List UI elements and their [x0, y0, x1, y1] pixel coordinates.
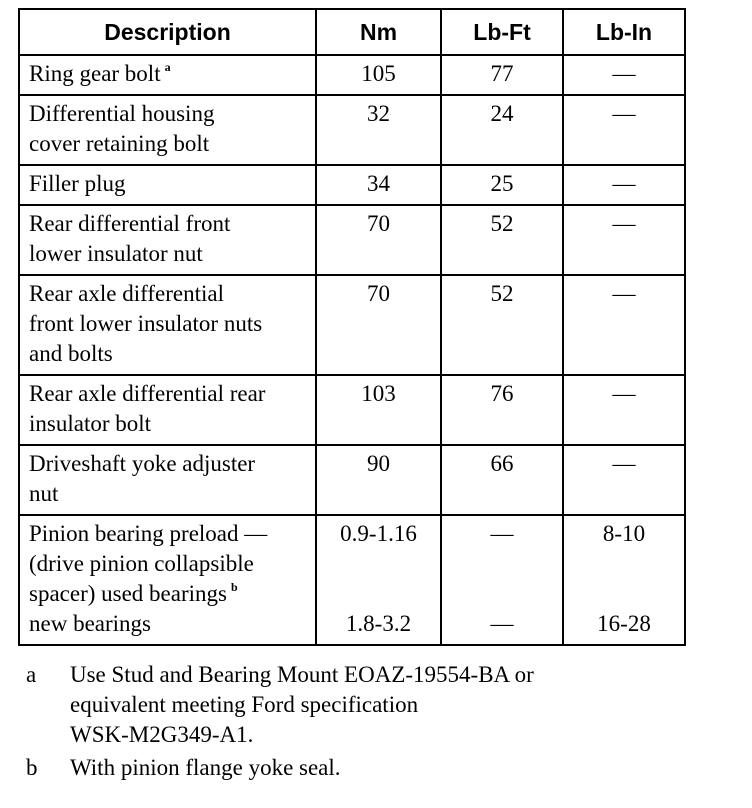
lbin-cell: 16-28 — [563, 609, 685, 645]
footnote-b — [26, 753, 726, 783]
table-row — [19, 55, 685, 95]
nm-cell: 105 — [316, 55, 441, 95]
footnote-text: With pinion flange yoke seal. — [70, 755, 341, 780]
table-row-preload-used — [19, 515, 685, 609]
table-row — [19, 375, 685, 445]
description-text: new bearings — [29, 611, 151, 636]
nm-cell: 90 — [316, 445, 441, 515]
lbft-cell: 52 — [441, 275, 563, 375]
table-body — [19, 55, 685, 645]
description-text: Driveshaft yoke adjuster nut — [29, 451, 256, 506]
description-cell — [19, 55, 316, 95]
header-lbft: Lb-Ft — [441, 9, 563, 55]
table-row — [19, 445, 685, 515]
description-cell — [19, 275, 316, 375]
lbin-cell: — — [563, 375, 685, 445]
description-text: Rear axle differential front lower insulator nuts and bolts — [29, 281, 263, 366]
footnote-text: Use Stud and Bearing Mount EOAZ-19554-BA or equivalent meeting Ford specification WSK-M2G349-A1. — [70, 662, 534, 747]
footnotes — [26, 660, 726, 786]
lbft-cell: 52 — [441, 205, 563, 275]
lbft-cell: 66 — [441, 445, 563, 515]
description-cell — [19, 515, 316, 609]
lbin-cell: — — [563, 275, 685, 375]
description-text: Differential housing cover retaining bolt — [29, 101, 215, 156]
nm-cell: 32 — [316, 95, 441, 165]
nm-cell: 0.9-1.16 — [316, 515, 441, 609]
lbin-cell: — — [563, 165, 685, 205]
nm-cell: 1.8-3.2 — [316, 609, 441, 645]
nm-cell: 70 — [316, 205, 441, 275]
description-cell — [19, 375, 316, 445]
description-text: Pinion bearing preload — (drive pinion collapsible spacer) used bearings — [29, 521, 268, 606]
nm-cell: 34 — [316, 165, 441, 205]
nm-cell: 103 — [316, 375, 441, 445]
lbft-cell: 24 — [441, 95, 563, 165]
header-description: Description — [19, 9, 316, 55]
lbft-cell: 76 — [441, 375, 563, 445]
description-cell — [19, 205, 316, 275]
header-nm: Nm — [316, 9, 441, 55]
lbin-cell: 8-10 — [563, 515, 685, 609]
lbft-cell: 25 — [441, 165, 563, 205]
torque-spec-table — [18, 8, 686, 646]
header-row — [19, 9, 685, 55]
footnote-ref: b — [230, 580, 238, 594]
table-row — [19, 275, 685, 375]
table-row — [19, 95, 685, 165]
lbin-cell: — — [563, 95, 685, 165]
footnote-a — [26, 660, 726, 750]
description-text: Filler plug — [29, 171, 126, 196]
description-cell — [19, 95, 316, 165]
lbin-cell: — — [563, 205, 685, 275]
table-row — [19, 205, 685, 275]
description-cell — [19, 165, 316, 205]
footnote-ref: a — [164, 60, 171, 74]
nm-cell: 70 — [316, 275, 441, 375]
table-row-preload-new — [19, 609, 685, 645]
footnote-mark: b — [26, 755, 38, 780]
header-lbin: Lb-In — [563, 9, 685, 55]
lbft-cell: — — [441, 515, 563, 609]
description-text: Ring gear bolt — [29, 61, 161, 86]
description-cell — [19, 445, 316, 515]
lbft-cell: 77 — [441, 55, 563, 95]
description-text: Rear differential front lower insulator nut — [29, 211, 231, 266]
table-row — [19, 165, 685, 205]
description-cell — [19, 609, 316, 645]
lbin-cell: — — [563, 55, 685, 95]
lbin-cell: — — [563, 445, 685, 515]
description-text: Rear axle differential rear insulator bolt — [29, 381, 266, 436]
footnote-mark: a — [26, 662, 37, 687]
lbft-cell: — — [441, 609, 563, 645]
